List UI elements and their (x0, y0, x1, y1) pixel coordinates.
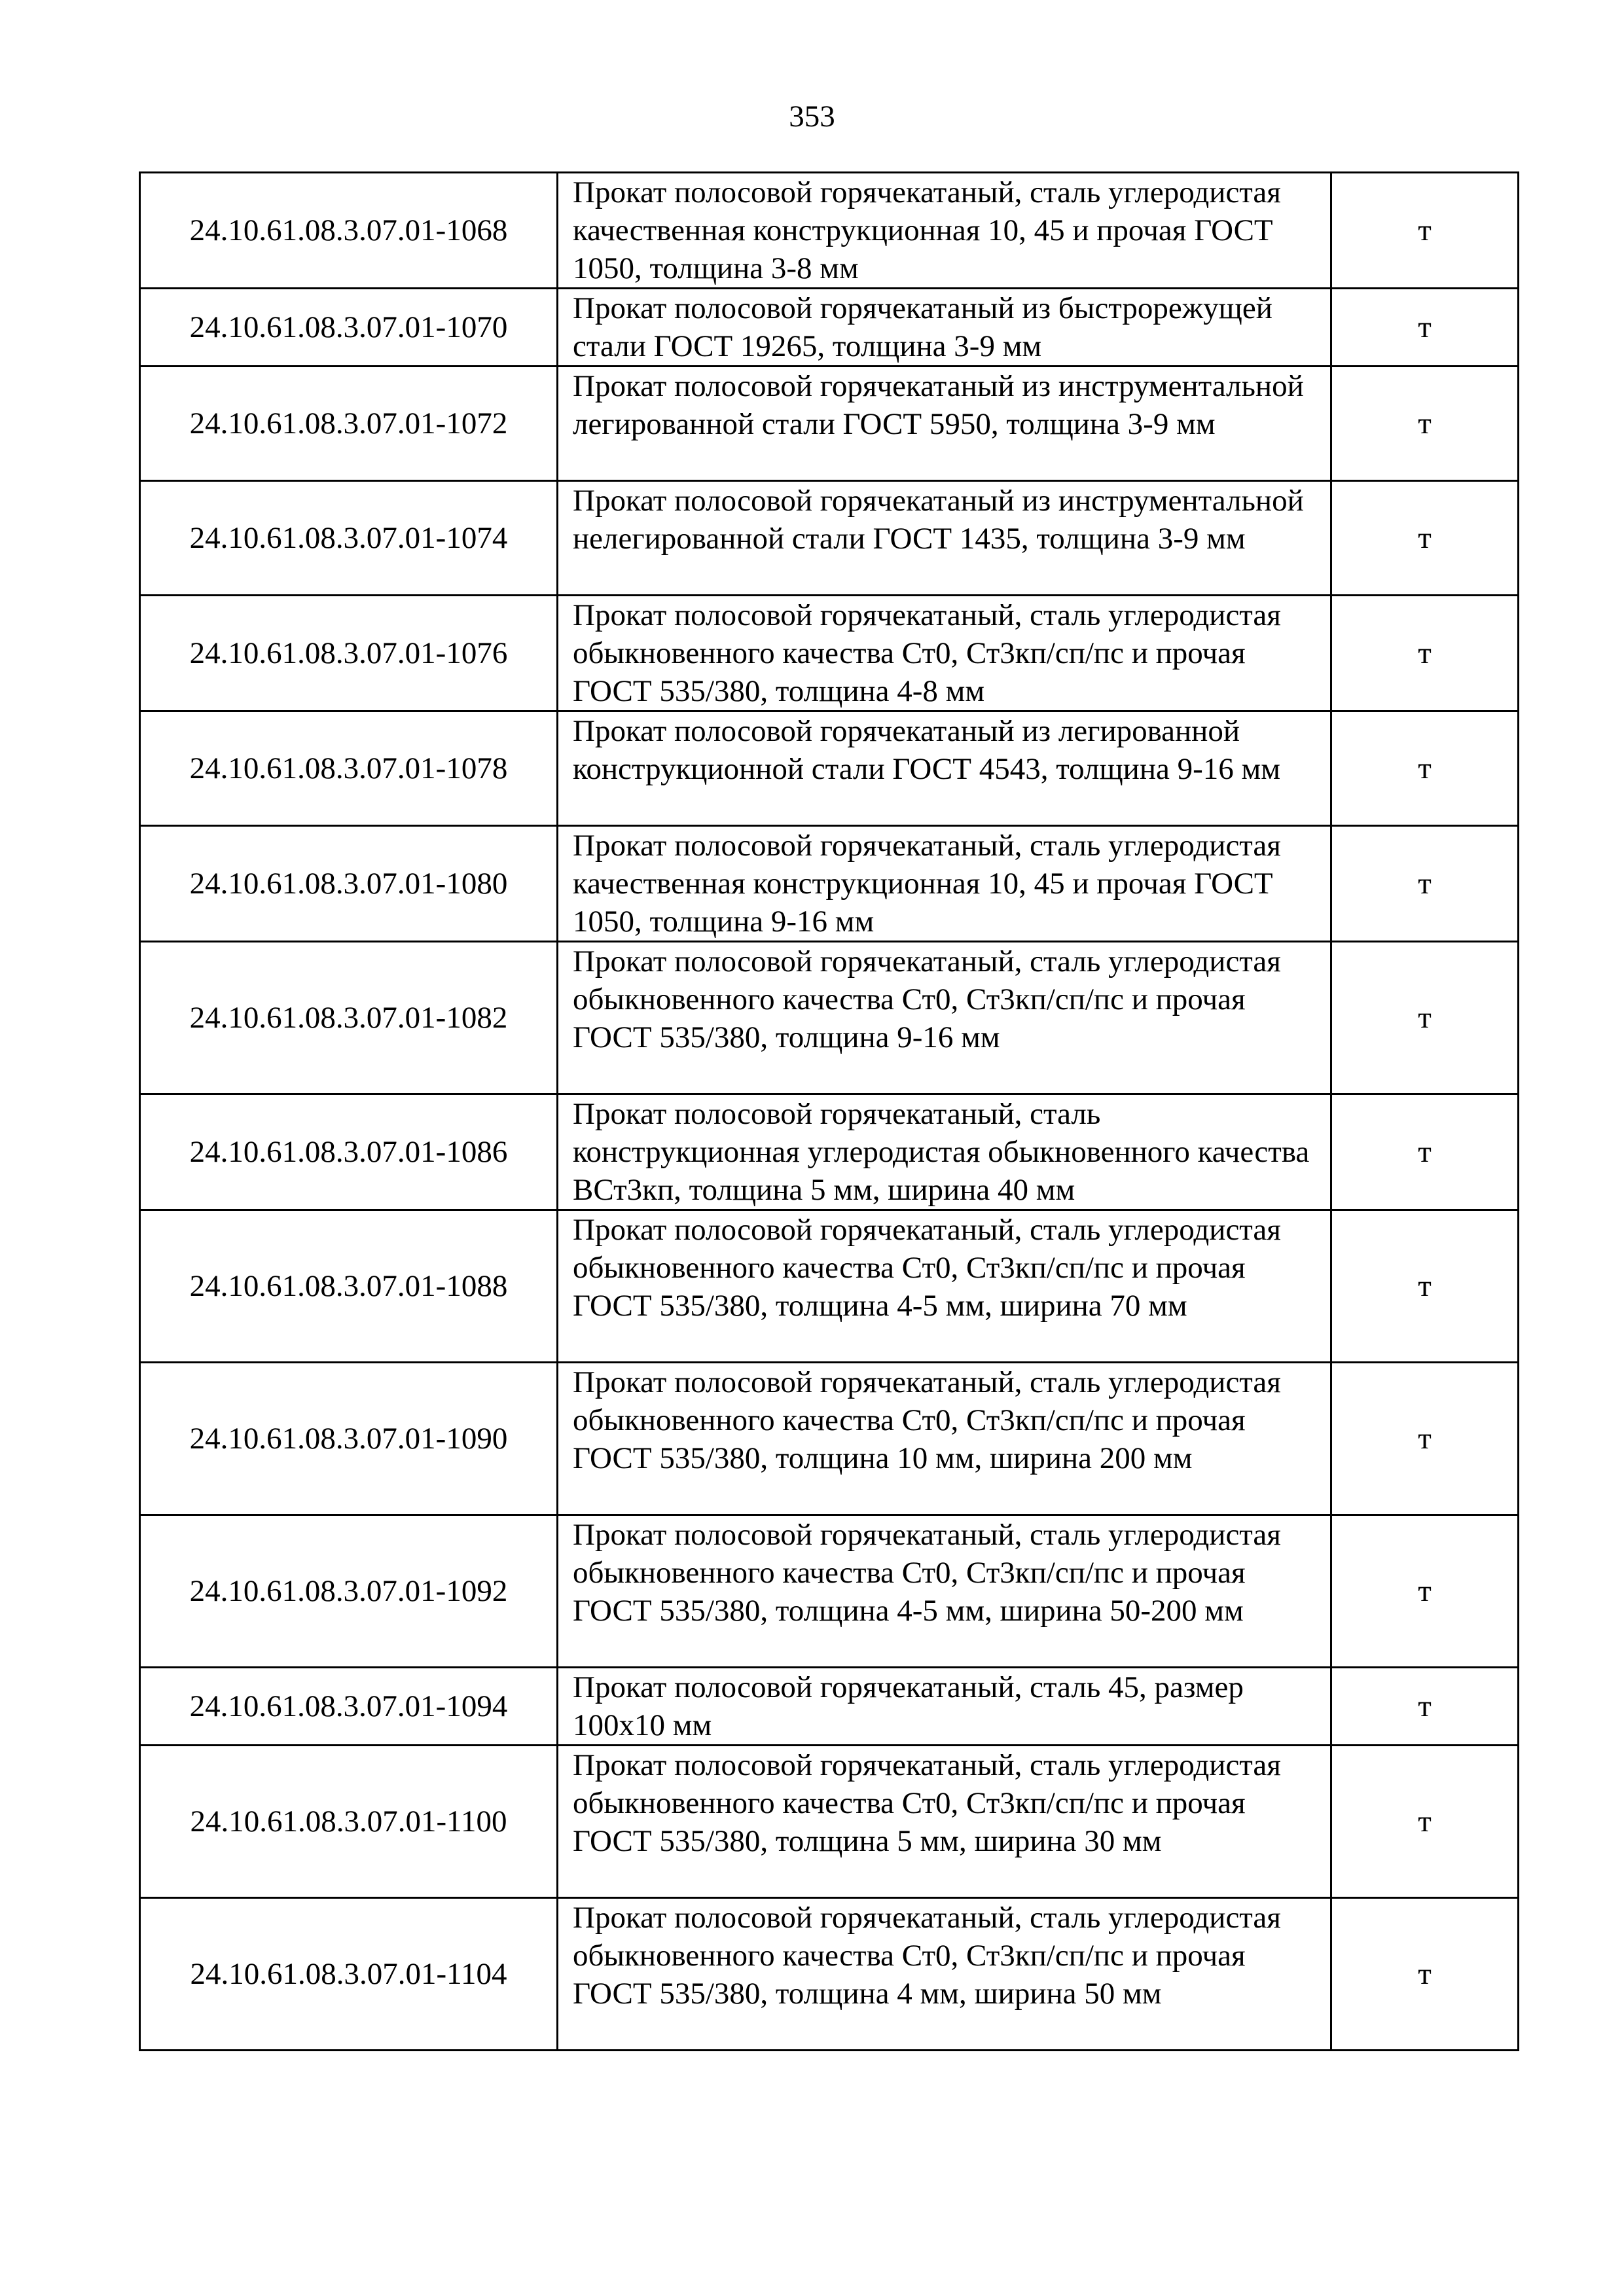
resource-table (139, 171, 1519, 2051)
resource-description: Прокат полосовой горячекатаный из инструментальной легированной стали ГОСТ 5950, толщина 3-9 мм (558, 367, 1331, 481)
resource-code: 24.10.61.08.3.07.01-1082 (140, 942, 558, 1094)
unit-of-measure: т (1331, 596, 1519, 711)
table-row (140, 596, 1519, 711)
unit-of-measure: т (1331, 481, 1519, 596)
unit-of-measure: т (1331, 173, 1519, 289)
resource-code: 24.10.61.08.3.07.01-1070 (140, 289, 558, 367)
unit-of-measure: т (1331, 711, 1519, 826)
table-row (140, 1094, 1519, 1210)
resource-description: Прокат полосовой горячекатаный, сталь углеродистая качественная конструкционная 10, 45 и прочая ГОСТ 1050, толщина 9-16 мм (558, 826, 1331, 942)
unit-of-measure: т (1331, 367, 1519, 481)
resource-description: Прокат полосовой горячекатаный, сталь углеродистая обыкновенного качества Ст0, Ст3кп/сп/пс и прочая ГОСТ 535/380, толщина 10 мм, ширина 200 мм (558, 1363, 1331, 1515)
resource-description: Прокат полосовой горячекатаный из инструментальной нелегированной стали ГОСТ 1435, толщина 3-9 мм (558, 481, 1331, 596)
resource-description: Прокат полосовой горячекатаный, сталь 45, размер 100х10 мм (558, 1668, 1331, 1746)
resource-description: Прокат полосовой горячекатаный, сталь углеродистая обыкновенного качества Ст0, Ст3кп/сп/пс и прочая ГОСТ 535/380, толщина 4-8 мм (558, 596, 1331, 711)
unit-of-measure: т (1331, 1898, 1519, 2051)
resource-code: 24.10.61.08.3.07.01-1076 (140, 596, 558, 711)
unit-of-measure: т (1331, 826, 1519, 942)
table-row (140, 711, 1519, 826)
resource-code: 24.10.61.08.3.07.01-1068 (140, 173, 558, 289)
resource-code: 24.10.61.08.3.07.01-1072 (140, 367, 558, 481)
table-row (140, 289, 1519, 367)
table-row (140, 1746, 1519, 1898)
resource-code: 24.10.61.08.3.07.01-1100 (140, 1746, 558, 1898)
resource-description: Прокат полосовой горячекатаный, сталь углеродистая обыкновенного качества Ст0, Ст3кп/сп/пс и прочая ГОСТ 535/380, толщина 9-16 мм (558, 942, 1331, 1094)
resource-code: 24.10.61.08.3.07.01-1086 (140, 1094, 558, 1210)
unit-of-measure: т (1331, 942, 1519, 1094)
table-row (140, 1898, 1519, 2051)
unit-of-measure: т (1331, 289, 1519, 367)
resource-description: Прокат полосовой горячекатаный из быстрорежущей стали ГОСТ 19265, толщина 3-9 мм (558, 289, 1331, 367)
resource-code: 24.10.61.08.3.07.01-1074 (140, 481, 558, 596)
resource-description: Прокат полосовой горячекатаный, сталь углеродистая обыкновенного качества Ст0, Ст3кп/сп/пс и прочая ГОСТ 535/380, толщина 4 мм, ширина 50 мм (558, 1898, 1331, 2051)
table-row (140, 942, 1519, 1094)
resource-code: 24.10.61.08.3.07.01-1092 (140, 1515, 558, 1668)
resource-code: 24.10.61.08.3.07.01-1088 (140, 1210, 558, 1363)
resource-description: Прокат полосовой горячекатаный, сталь углеродистая обыкновенного качества Ст0, Ст3кп/сп/пс и прочая ГОСТ 535/380, толщина 4-5 мм, ширина 50-200 мм (558, 1515, 1331, 1668)
table-row (140, 826, 1519, 942)
table-row (140, 1363, 1519, 1515)
unit-of-measure: т (1331, 1515, 1519, 1668)
resource-code: 24.10.61.08.3.07.01-1094 (140, 1668, 558, 1746)
table-row (140, 367, 1519, 481)
page-number: 353 (789, 99, 835, 134)
resource-description: Прокат полосовой горячекатаный, сталь конструкционная углеродистая обыкновенного качества ВСт3кп, толщина 5 мм, ширина 40 мм (558, 1094, 1331, 1210)
unit-of-measure: т (1331, 1363, 1519, 1515)
resource-description: Прокат полосовой горячекатаный, сталь углеродистая обыкновенного качества Ст0, Ст3кп/сп/пс и прочая ГОСТ 535/380, толщина 5 мм, ширина 30 мм (558, 1746, 1331, 1898)
resource-code: 24.10.61.08.3.07.01-1104 (140, 1898, 558, 2051)
resource-description: Прокат полосовой горячекатаный, сталь углеродистая качественная конструкционная 10, 45 и прочая ГОСТ 1050, толщина 3-8 мм (558, 173, 1331, 289)
unit-of-measure: т (1331, 1746, 1519, 1898)
table-row (140, 173, 1519, 289)
table-row (140, 481, 1519, 596)
table-row (140, 1668, 1519, 1746)
resource-description: Прокат полосовой горячекатаный, сталь углеродистая обыкновенного качества Ст0, Ст3кп/сп/пс и прочая ГОСТ 535/380, толщина 4-5 мм, ширина 70 мм (558, 1210, 1331, 1363)
unit-of-measure: т (1331, 1094, 1519, 1210)
unit-of-measure: т (1331, 1668, 1519, 1746)
table-row (140, 1515, 1519, 1668)
resource-description: Прокат полосовой горячекатаный из легированной конструкционной стали ГОСТ 4543, толщина 9-16 мм (558, 711, 1331, 826)
resource-code: 24.10.61.08.3.07.01-1080 (140, 826, 558, 942)
unit-of-measure: т (1331, 1210, 1519, 1363)
table-row (140, 1210, 1519, 1363)
resource-code: 24.10.61.08.3.07.01-1090 (140, 1363, 558, 1515)
resource-code: 24.10.61.08.3.07.01-1078 (140, 711, 558, 826)
